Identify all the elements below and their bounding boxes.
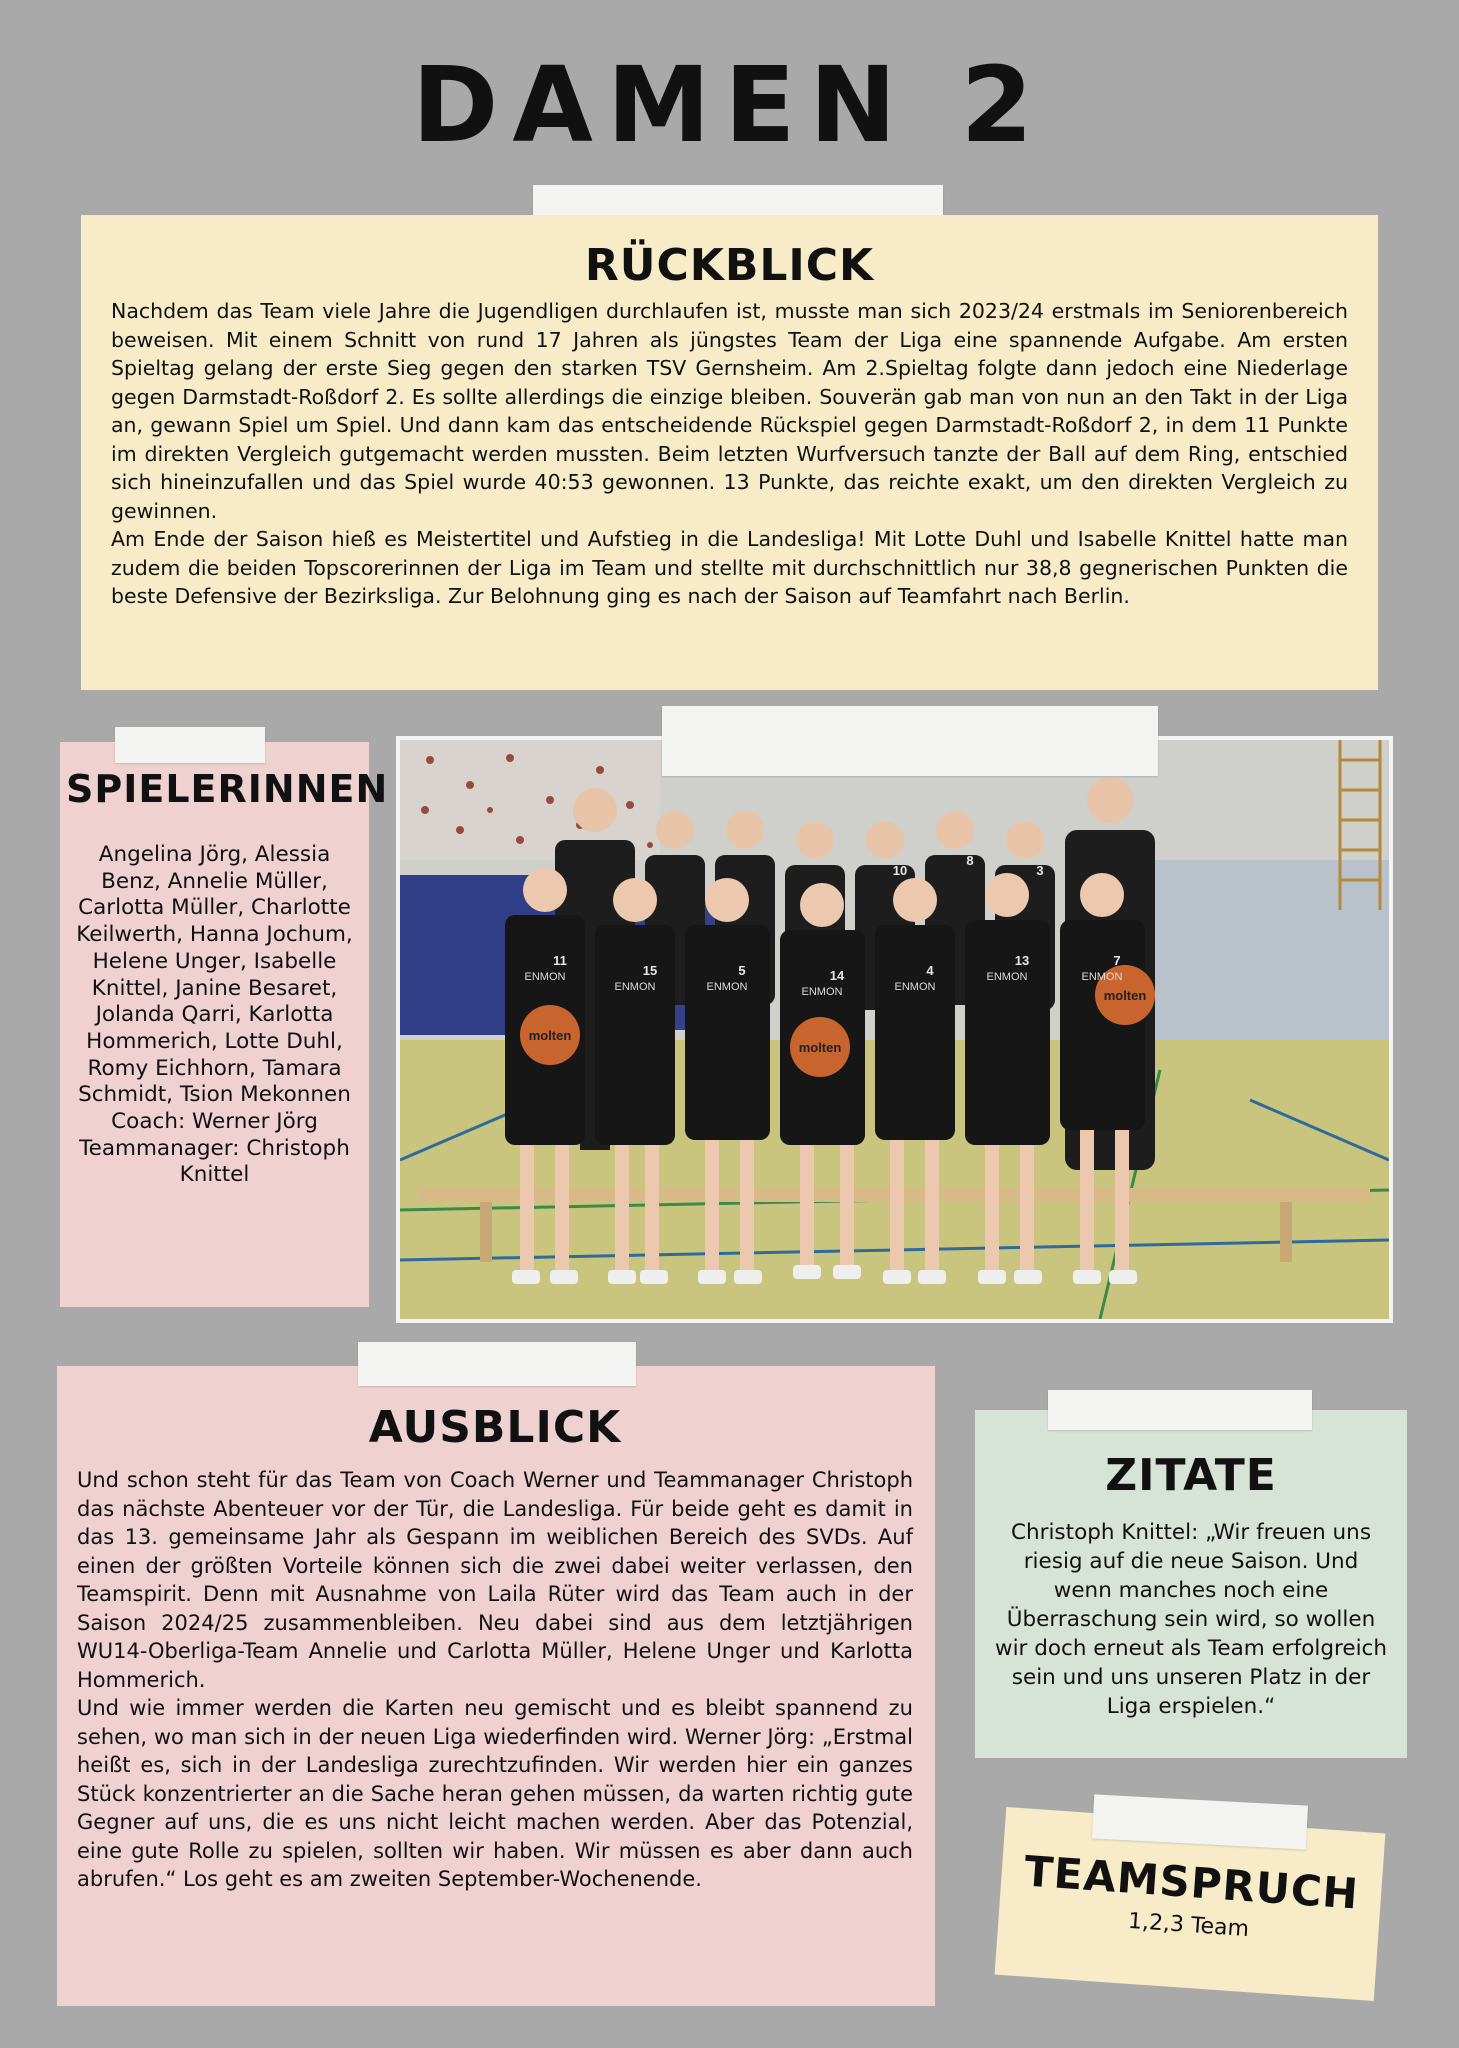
jersey-number: 7 [1113,953,1121,968]
zitate-quote: Christoph Knittel: „Wir freuen uns riesig auf die neue Saison. Und wenn manches noch eine Überraschung sein wird, so wollen wir doch erneut als Team erfolgreich sein und uns unseren Platz in der Liga erspielen.“ [994,1520,1388,1719]
ball-label: molten [1103,988,1147,1003]
team-photo-frame [396,736,1393,1323]
jersey-number: 14 [829,968,845,983]
rueckblick-text: Nachdem das Team viele Jahre die Jugendligen durchlaufen ist, musste man sich 2023/24 erstmals im Seniorenbereich beweisen. Mit einem Schnitt von rund 17 Jahren als jüngstes Team der Liga eine spannende Aufgabe. Am ersten Spieltag gelang der erste Sieg gegen den starken TSV Gernsheim. Am 2.Spieltag folgte dann jedoch eine Niederlage gegen Darmstadt-Roßdorf 2. Es sollte allerdings die einzige bleiben. Souverän gab man von nun an den Takt in der Liga an, gewann Spiel um Spiel. Und dann kam das entscheidende Rückspiel gegen Darmstadt-Roßdorf 2, in dem 11 Punkte im direkten Vergleich gutgemacht werden mussten. Beim letzten Wurfversuch tanzte der Ball auf dem Ring, entschied sich hineinzufallen und das Spiel wurde 40:53 gewonnen. 13 Punkte, das reichte exakt, um den direkten Vergleich zu gewinnen. Am Ende der Saison hieß es Meistertitel und Aufstieg in die Landesliga! Mit Lotte Duhl und Isabelle Knittel hatte man zudem die beiden Topscorerinnen der Liga im Team und stellte mit durchschnittlich nur 38,8 gegnerischen Punkten die beste Defensive der Bezirksliga. Zur Belohnung ging es nach der Saison auf Teamfahrt nach Berlin. [111,299,1348,608]
spielerinnen-list: Angelina Jörg, Alessia Benz, Annelie Müller, Carlotta Müller, Charlotte Keilwerth, Hanna Jochum, Helene Unger, Isabelle Knittel, Janine Besaret, Jolanda Qarri, Karlotta Hommerich, Lotte Duhl, Romy Eichhorn, Tamara Schmidt, Tsion Mekonnen Coach: Werner Jörg Teammanager: Christoph Knittel [76,842,353,1188]
team-photo [400,740,1389,1319]
jersey-number: 10 [892,863,908,878]
tape-strip [358,1342,636,1386]
jersey-number: 8 [966,853,974,868]
ball-label: molten [528,1028,572,1043]
ausblick-heading: AUSBLICK [368,1402,622,1453]
jersey-number: 3 [1036,863,1044,878]
tape-strip [115,727,265,763]
spielerinnen-heading: SPIELERINNEN [66,767,389,811]
sponsor-label: ENMON [894,981,936,993]
sponsor-label: ENMON [614,981,656,993]
page-title: DAMEN 2 [412,44,1047,166]
teamspruch-text: 1,2,3 Team [1127,1908,1250,1943]
jersey-number: 13 [1014,953,1030,968]
sponsor-label: ENMON [1081,971,1123,983]
rueckblick-heading: RÜCKBLICK [584,240,875,291]
teamspruch-heading: TEAMSPRUCH [1022,1846,1361,1919]
ausblick-text: Und schon steht für das Team von Coach Werner und Teammanager Christoph das nächste Abenteuer vor der Tür, die Landesliga. Für beide geht es damit in das 13. gemeinsame Jahr als Gespann im weiblichen Bereich des SVDs. Auf einen der größten Vorteile können sich die zwei dabei weiter verlassen, den Teamspirit. Denn mit Ausnahme von Laila Rüter wird das Team auch in der Saison 2024/25 zusammenbleiben. Neu dabei sind aus dem letztjährigen WU14-Oberliga-Team Annelie und Carlotta Müller, Helene Unger und Karlotta Hommerich. Und wie immer werden die Karten neu gemischt und es bleibt spannend zu sehen, wo man sich in der neuen Liga wiederfinden wird. Werner Jörg: „Erstmal heißt es, sich in der Landesliga zurechtzufinden. Wir werden hier ein ganzes Stück konzentrierter an die Sache heran gehen müssen, da warten richtig gute Gegner auf uns, die es uns nicht leicht machen werden. Aber das Potenzial, eine gute Rolle zu spielen, sollten wir haben. Wir müssen es aber dann auch abrufen.“ Los geht es am zweiten September-Wochenende. [77,1468,913,1891]
zitate-heading: ZITATE [1105,1450,1277,1501]
sponsor-label: ENMON [706,981,748,993]
spielerinnen-card [60,742,389,1307]
zitate-card [975,1410,1407,1758]
jersey-number: 15 [642,963,658,978]
ausblick-card [57,1366,935,2006]
sponsor-label: ENMON [986,971,1028,983]
rueckblick-card [81,215,1378,690]
tape-strip [1048,1390,1312,1430]
jersey-number: 11 [553,953,567,968]
sponsor-label: ENMON [524,971,566,983]
jersey-number: 5 [738,963,746,978]
sponsor-label: ENMON [801,986,843,998]
jersey-number: 4 [926,963,934,978]
tape-strip [662,706,1158,776]
ball-label: molten [798,1040,842,1055]
